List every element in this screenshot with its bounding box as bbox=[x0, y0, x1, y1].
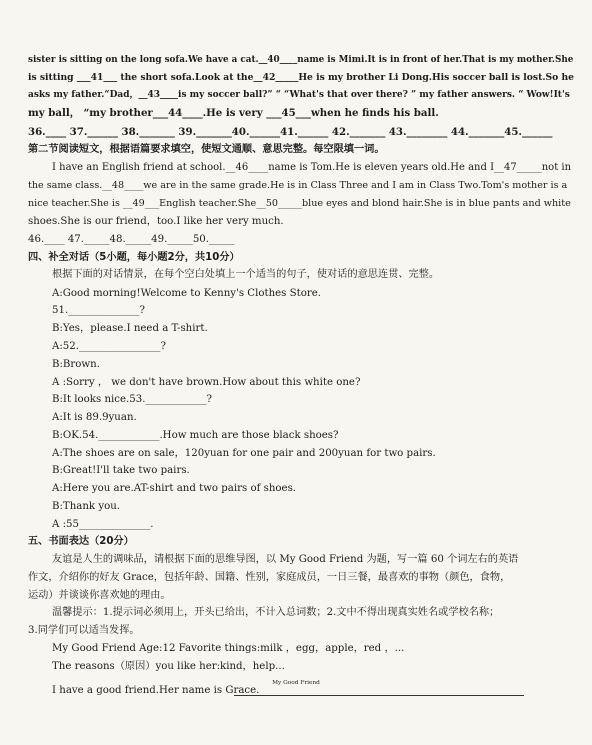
dialogue-line: B:Great!I'll take two pairs. bbox=[52, 465, 190, 476]
passage-line-4: my ball， “my brother___44____.He is very ___45___when he finds his ball. bbox=[28, 107, 439, 119]
answer-blanks-46-50: 46.____ 47._____48._____49._____50._____ bbox=[28, 234, 235, 245]
passage-line-1: sister is sitting on the long sofa.We have a cat.__40____name is Mimi.It is in front of her.That is my mother.She bbox=[28, 55, 574, 65]
dialogue-line: A:The shoes are on sale，120yuan for one pair and 200yuan for two pairs. bbox=[52, 448, 436, 459]
dialogue-line: B:Yes，please.I need a T-shirt. bbox=[52, 323, 208, 334]
dialogue-line: B:Thank you. bbox=[52, 501, 121, 512]
reading-line-4: shoes.She is our friend，too.I like her very much. bbox=[28, 216, 284, 227]
dialogue-line: A:Here you are.AT-shirt and two pairs of shoes. bbox=[52, 483, 297, 494]
reading-line-2: the same class.__48____we are in the same grade.He is in Class Three and I am in Class Two.Tom's mother is a bbox=[28, 180, 568, 191]
dialogue-line: A:Good morning!Welcome to Kenny's Clothes Store. bbox=[52, 288, 321, 299]
section-2-heading: 第二节阅读短文，根据语篇要求填空，使短文通顺、意思完整。每空限填一词。 bbox=[28, 144, 385, 155]
writing-instruction-2: 作文，介绍你的好友 Grace，包括年龄、国籍、性别，家庭成员，一日三餐，最喜欢的事物（颜色，食物， bbox=[28, 572, 511, 583]
dialogue-blank-53: B:It looks nice.53.____________? bbox=[52, 394, 213, 405]
part-5-heading: 五、书面表达（20分） bbox=[28, 536, 134, 547]
answer-blanks-36-45: 36.____ 37.______ 38._______ 39._______40.______41.______ 42._______ 43.________ 44._______45.______ bbox=[28, 126, 553, 138]
passage-line-3: asks my father.“Dad，__43____is my soccer ball?” “ “What's that over there? ” my father answers. “ Wow!It's bbox=[28, 90, 570, 100]
essay-answer-line[interactable] bbox=[234, 695, 524, 696]
dialogue-line: A :Sorry ， we don't have brown.How about this white one? bbox=[52, 377, 361, 388]
dialogue-blank-51: 51.______________? bbox=[52, 305, 145, 316]
dialogue-blank-52: A:52.________________? bbox=[52, 341, 166, 352]
dialogue-blank-55: A :55______________. bbox=[52, 519, 154, 530]
part-4-heading: 四、补全对话（5小题，每小题2分，共10分） bbox=[28, 252, 240, 263]
essay-title: My Good Friend bbox=[272, 680, 320, 686]
dialogue-line: A:It is 89.9yuan. bbox=[52, 412, 137, 423]
dialogue-line: B:Brown. bbox=[52, 359, 100, 370]
writing-instruction-3: 运动）并谈谈你喜欢她的理由。 bbox=[28, 590, 171, 601]
writing-instruction-1: 友谊是人生的调味品，请根据下面的思维导图，以 My Good Friend 为题，写一篇 60 个词左右的英语 bbox=[52, 554, 519, 565]
writing-tips-1: 温馨提示：1.提示词必须用上，开头已给出，不计入总词数；2.文中不得出现真实姓名或学校名称； bbox=[52, 607, 500, 618]
mind-map-keywords: My Good Friend Age:12 Favorite things:milk ，egg，apple，red ，... bbox=[52, 643, 405, 654]
reading-line-3: nice teacher.She is __49___English teacher.She__50_____blue eyes and blond hair.She is in blue pants and white bbox=[28, 198, 571, 209]
reading-line-1: I have an English friend at school.__46____name is Tom.He is eleven years old.He and I__47_____not in bbox=[52, 162, 572, 173]
passage-line-2: is sitting ___41___ the short sofa.Look at the__42_____He is my brother Li Dong.His soccer ball is lost.So he bbox=[28, 72, 575, 83]
writing-tips-2: 3.同学们可以适当发挥。 bbox=[28, 625, 140, 636]
mind-map-reasons: The reasons（原因）you like her:kind，help... bbox=[52, 661, 285, 672]
part-4-instruction: 根据下面的对话情景，在每个空白处填上一个适当的句子，使对话的意思连贯、完整。 bbox=[52, 269, 440, 280]
essay-opening: I have a good friend.Her name is Grace. bbox=[52, 685, 260, 696]
dialogue-blank-54: B:OK.54.____________.How much are those black shoes? bbox=[52, 430, 339, 441]
